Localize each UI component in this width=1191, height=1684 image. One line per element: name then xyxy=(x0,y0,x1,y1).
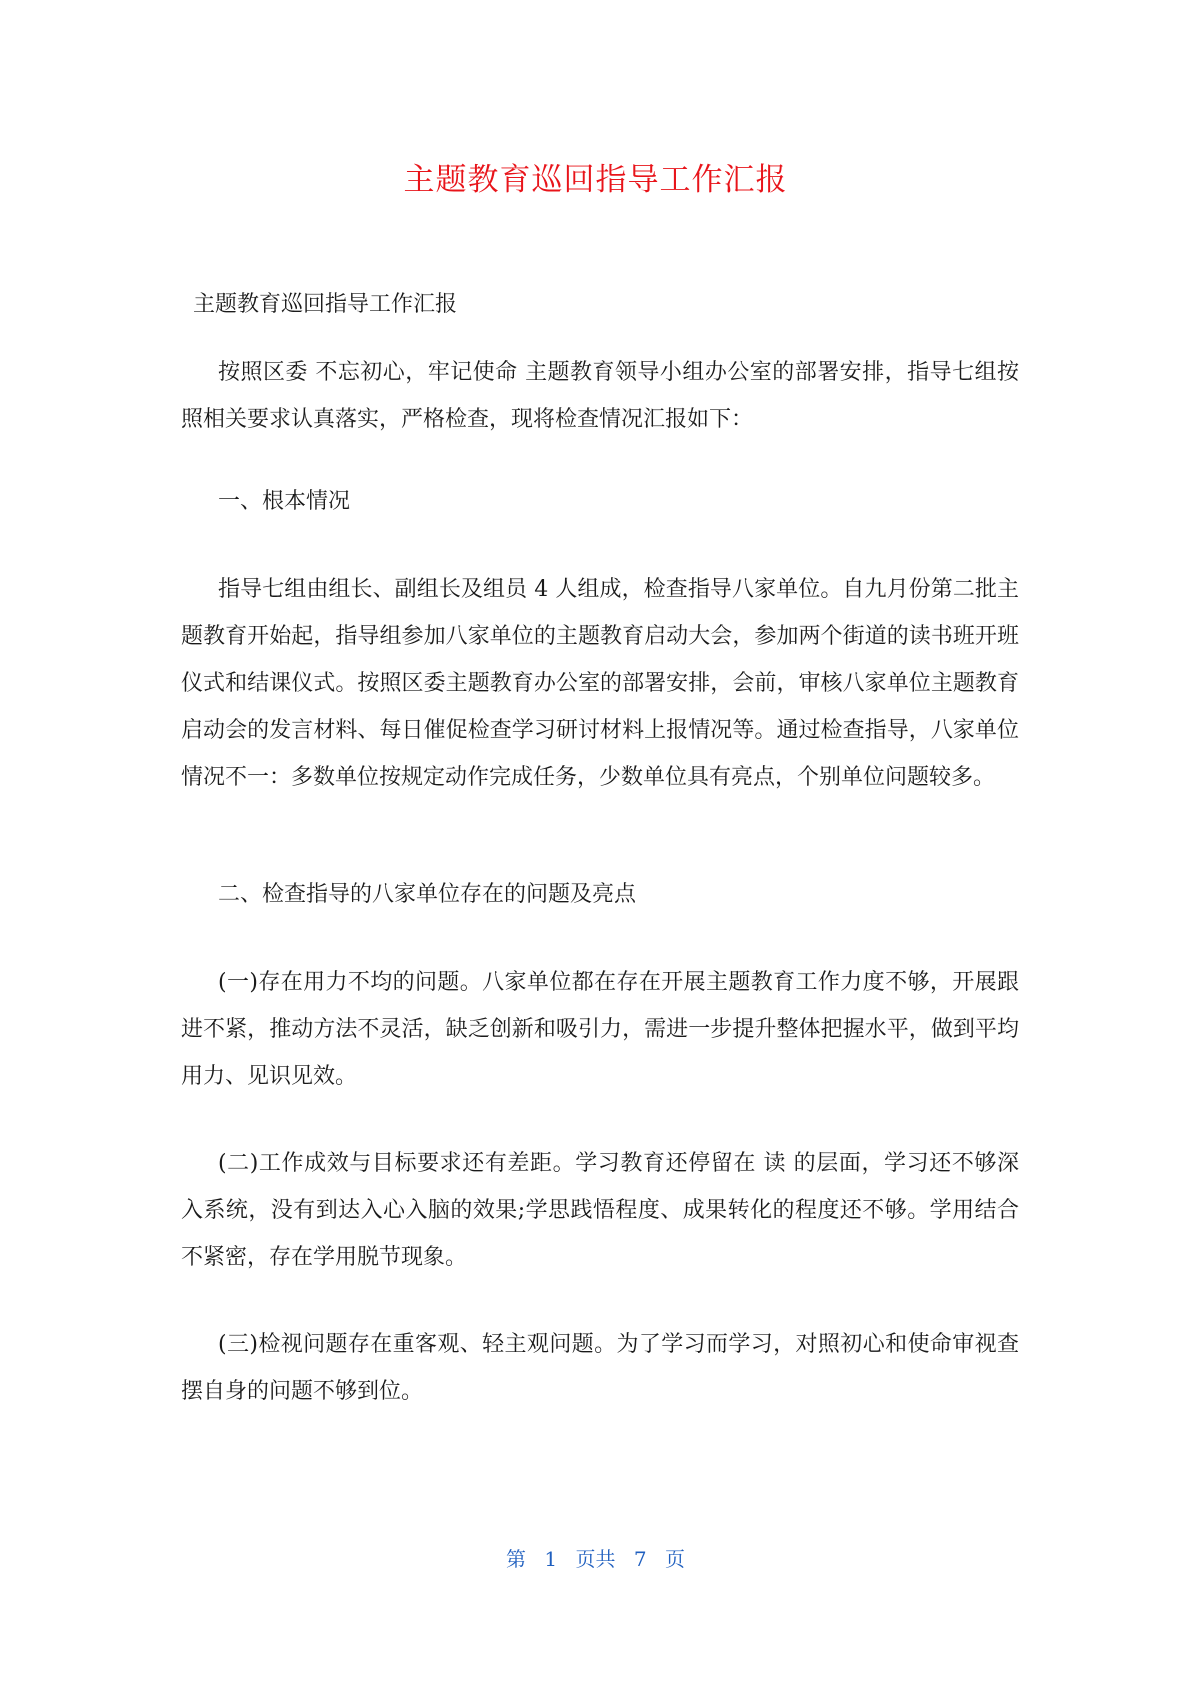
basic-situation-paragraph: 指导七组由组长、副组长及组员 4 人组成，检查指导八家单位。自九月份第二批主题教育开始起，指导组参加八家单位的主题教育启动大会，参加两个街道的读书班开班仪式和结课仪式。按照区委主题教育办公室的部署安排，会前，审核八家单位主题教育启动会的发言材料、每日催促检查学习研讨材料上报情况等。通过检查指导，八家单位情况不一：多数单位按规定动作完成任务，少数单位具有亮点，个别单位问题较多。 xyxy=(181,577,1019,790)
footer-prefix: 第 xyxy=(506,1547,527,1571)
problem-3-paragraph: (三)检视问题存在重客观、轻主观问题。为了学习而学习，对照初心和使命审视查摆自身的问题不够到位。 xyxy=(181,1332,1019,1404)
footer-middle: 页共 xyxy=(575,1547,616,1571)
section-heading-basic: 一、根本情况 xyxy=(218,489,351,514)
footer-suffix: 页 xyxy=(664,1547,685,1571)
footer-total-pages: 7 xyxy=(633,1547,647,1571)
document-title: 主题教育巡回指导工作汇报 xyxy=(403,162,788,198)
page-number-footer xyxy=(0,1545,1191,1573)
footer-page-number: 1 xyxy=(544,1547,558,1571)
problem-2-paragraph: (二)工作成效与目标要求还有差距。学习教育还停留在 读 的层面，学习还不够深入系统，没有到达入心入脑的效果;学思践悟程度、成果转化的程度还不够。学用结合不紧密，存在学用脱节现象。 xyxy=(181,1151,1019,1270)
section-heading-problems: 二、检查指导的八家单位存在的问题及亮点 xyxy=(218,882,637,907)
problem-1-paragraph: (一)存在用力不均的问题。八家单位都在存在开展主题教育工作力度不够，开展跟进不紧，推动方法不灵活，缺乏创新和吸引力，需进一步提升整体把握水平，做到平均用力、见识见效。 xyxy=(181,970,1019,1089)
document-subtitle: 主题教育巡回指导工作汇报 xyxy=(193,292,458,317)
intro-paragraph: 按照区委 不忘初心，牢记使命 主题教育领导小组办公室的部署安排，指导七组按照相关要求认真落实，严格检查，现将检查情况汇报如下： xyxy=(181,360,1019,432)
